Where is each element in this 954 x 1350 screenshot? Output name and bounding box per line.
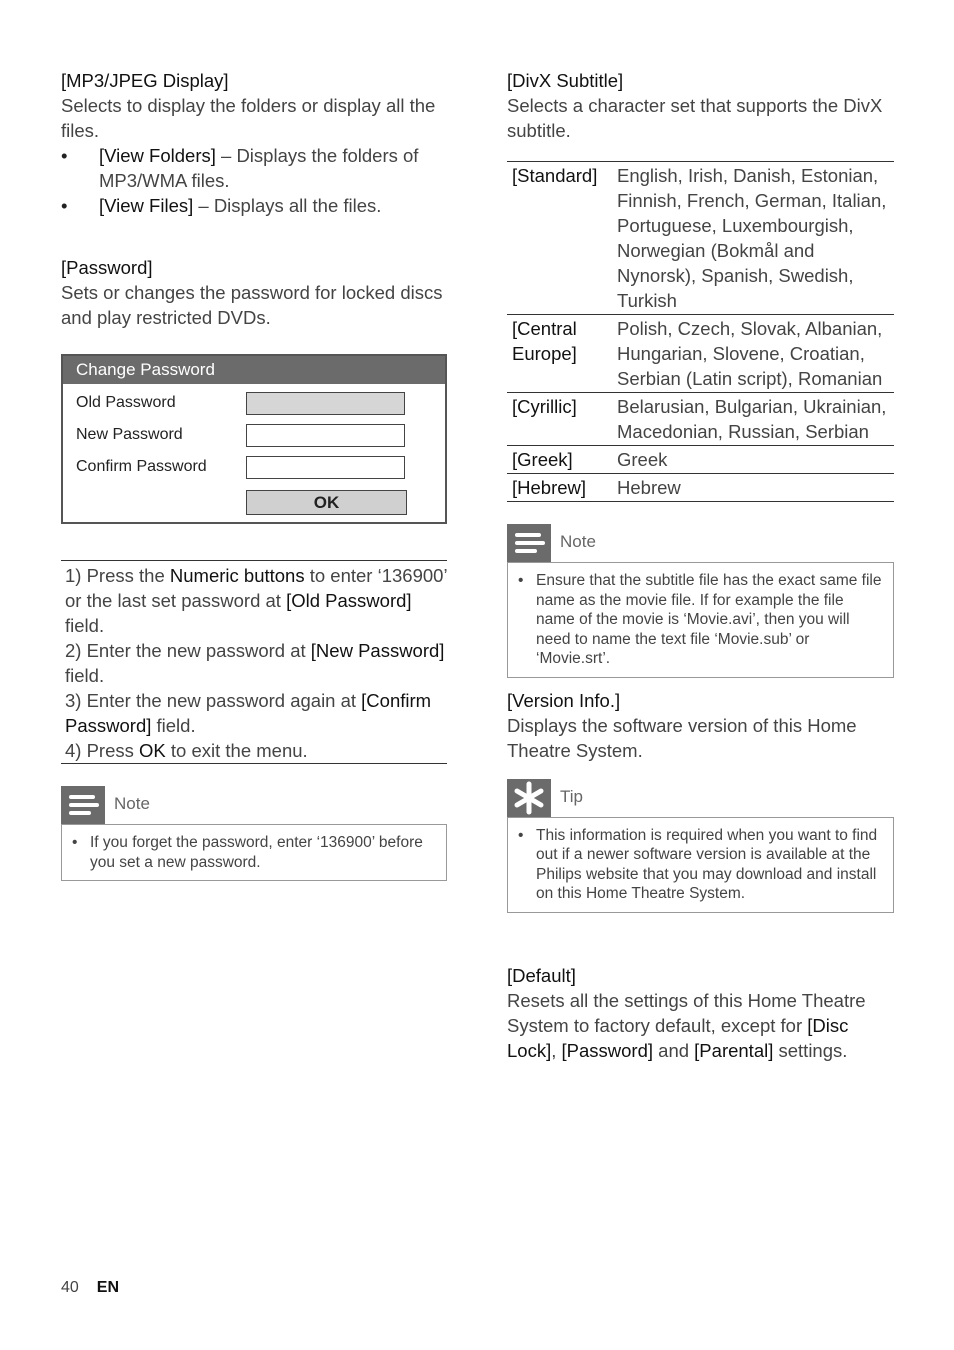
password-heading: [Password] <box>61 257 153 278</box>
view-folders-text: – Displays the folders of MP3/WMA files. <box>99 145 419 191</box>
table-row <box>507 162 894 315</box>
charset-value: Hebrew <box>611 474 894 502</box>
default-description: Resets all the settings of this Home Theatre System to factory default, except for [Disc Lock], [Password] and [Parental] settings. <box>507 989 866 1061</box>
note-body <box>507 562 894 678</box>
dialog-title: Change Password <box>63 356 445 384</box>
note-body <box>61 824 447 881</box>
bullet-dot: • <box>518 826 524 844</box>
tip-label: Tip <box>560 786 583 806</box>
new-password-field[interactable] <box>246 424 405 447</box>
bullet-view-folders <box>61 143 447 193</box>
old-password-label: Old Password <box>76 394 176 411</box>
default-heading: [Default] <box>507 964 576 986</box>
mp3-jpeg-display-heading: [MP3/JPEG Display] <box>61 70 229 91</box>
note-text: If you forget the password, enter ‘136900’ before you set a new password. <box>90 834 423 871</box>
confirm-password-label: Confirm Password <box>76 458 207 475</box>
note-label: Note <box>560 532 596 551</box>
note-icon <box>507 524 551 562</box>
divx-subtitle-description: Selects a character set that supports the DivX subtitle. <box>507 95 883 141</box>
page-number: 40 <box>61 1279 79 1296</box>
bullet-dot: • <box>72 834 78 851</box>
table-row <box>507 474 894 502</box>
right-column <box>507 68 894 1063</box>
version-info-heading: [Version Info.] <box>507 689 621 711</box>
note-icon <box>61 786 105 824</box>
step-3: 3) Enter the new password again at [Confirm Password] field. <box>65 690 432 736</box>
change-password-dialog <box>61 354 447 524</box>
page-footer <box>61 1279 119 1297</box>
charset-key: [Central Europe] <box>507 315 611 393</box>
note-header <box>61 786 447 824</box>
view-files-key: [View Files] <box>99 195 194 216</box>
version-info-description: Displays the software version of this Home Theatre System. <box>507 714 857 761</box>
step-2: 2) Enter the new password at [New Password] field. <box>65 640 445 686</box>
table-row <box>507 393 894 446</box>
tip-text: This information is required when you want to find out if a newer software version is available at the Philips website that you may download and install on this Home Theatre System. <box>536 826 878 902</box>
charset-table <box>507 161 894 502</box>
confirm-password-field[interactable] <box>246 456 405 479</box>
note-header <box>507 524 894 562</box>
view-folders-key: [View Folders] <box>99 145 216 166</box>
bullet-dot: • <box>518 572 524 589</box>
bullet-dot: • <box>61 145 68 166</box>
ok-button[interactable]: OK <box>246 490 407 515</box>
note-label: Note <box>114 794 150 813</box>
charset-value: English, Irish, Danish, Estonian, Finnish, French, German, Italian, Portuguese, Luxembourgish, Norwegian (Bokmål and Nynorsk), Spanish, Swedish, Turkish <box>611 162 894 315</box>
tip-header <box>507 779 894 817</box>
table-row <box>507 315 894 393</box>
note-text: Ensure that the subtitle file has the exact same file name as the movie file. If for example the file name of the movie is ‘Movie.avi’, then you will need to name the text file ‘Movie.sub’ or ‘Movie.srt’. <box>536 572 882 667</box>
charset-key: [Standard] <box>507 162 611 315</box>
tip-icon <box>507 779 551 817</box>
bullet-dot: • <box>61 195 68 216</box>
divx-subtitle-heading: [DivX Subtitle] <box>507 70 624 91</box>
bullet-view-files <box>61 193 447 218</box>
step-1: 1) Press the Numeric buttons to enter ‘136900’ or the last set password at [Old Password] field. <box>65 565 447 636</box>
mp3-jpeg-display-description: Selects to display the folders or display all the files. <box>61 95 436 141</box>
table-row <box>507 446 894 474</box>
charset-value: Greek <box>611 446 894 474</box>
charset-key: [Greek] <box>507 446 611 474</box>
old-password-field[interactable] <box>246 392 405 415</box>
password-description: Sets or changes the password for locked discs and play restricted DVDs. <box>61 282 443 328</box>
charset-value: Belarusian, Bulgarian, Ukrainian, Macedonian, Russian, Serbian <box>611 393 894 446</box>
password-steps <box>61 560 447 764</box>
new-password-label: New Password <box>76 426 183 443</box>
charset-key: [Hebrew] <box>507 474 611 502</box>
asterisk-icon <box>507 779 551 817</box>
step-4: 4) Press OK to exit the menu. <box>65 740 308 761</box>
view-files-text: – Displays all the files. <box>193 195 382 216</box>
tip-body <box>507 817 894 913</box>
charset-value: Polish, Czech, Slovak, Albanian, Hungarian, Slovene, Croatian, Serbian (Latin script), Romanian <box>611 315 894 393</box>
language-code: EN <box>96 1279 120 1296</box>
left-column <box>61 68 447 881</box>
charset-key: [Cyrillic] <box>507 393 611 446</box>
